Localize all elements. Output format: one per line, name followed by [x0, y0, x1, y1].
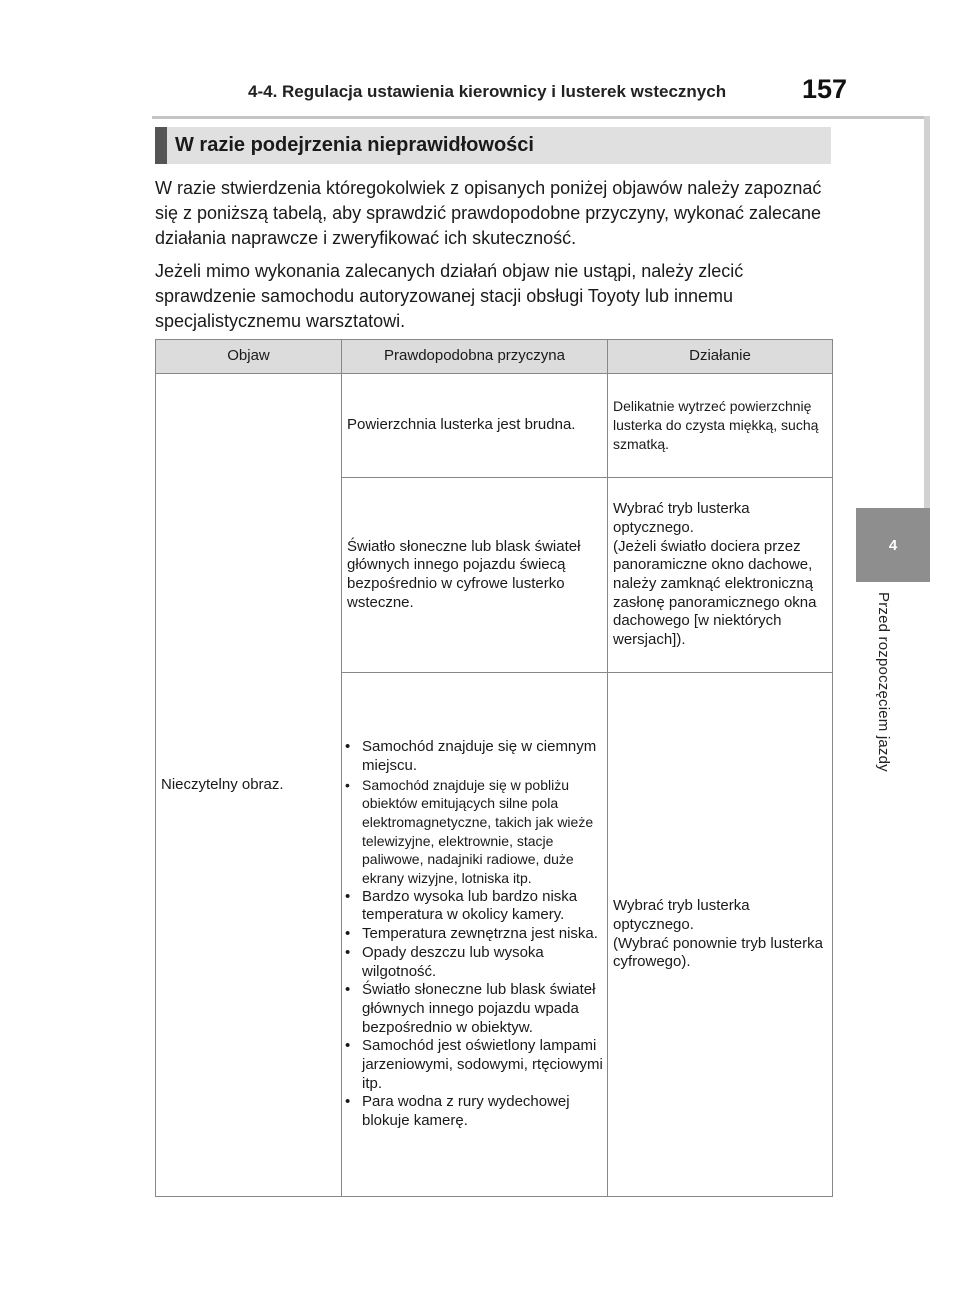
cause-cell: Powierzchnia lusterka jest brudna. — [342, 374, 608, 478]
section-heading: W razie podejrzenia nieprawidłowości — [175, 134, 534, 156]
intro-paragraph: Jeżeli mimo wykonania zalecanych działań objaw nie ustąpi, należy zlecić sprawdzenie samochodu autoryzowanej stacji obsługi Toyoty lub innemu specjalistycznemu warsztatowi. — [155, 261, 744, 331]
table-header-row — [156, 340, 833, 374]
action-cell: Delikatnie wytrzeć powierzchnię lusterka do czysta miękką, suchą szmatką. — [608, 374, 833, 478]
action-cell: Wybrać tryb lusterka optycznego. (Wybrać ponownie tryb lusterka cyfrowego). — [608, 673, 833, 1197]
cause-list-item: • Temperatura zewnętrzna jest niska. — [342, 925, 607, 944]
symptom-cell: Nieczytelny obraz. — [156, 374, 342, 1197]
cause-cell: Światło słoneczne lub blask świateł głównych innego pojazdu świecą bezpośrednio w cyfrowe lusterko wsteczne. — [342, 478, 608, 673]
cause-cell — [342, 673, 608, 1197]
section-heading-accent — [155, 127, 167, 164]
intro-paragraph: W razie stwierdzenia któregokolwiek z opisanych poniżej objawów należy zapoznać się z poniższą tabelą, aby sprawdzić prawdopodobne przyczyny, wykonać zalecane działania naprawcze i zweryfikować ich skuteczność. — [155, 178, 822, 248]
cause-list-item: • Bardzo wysoka lub bardzo niska temperatura w okolicy kamery. — [342, 888, 607, 925]
cause-list — [342, 738, 607, 1131]
column-header-cause: Prawdopodobna przyczyna — [342, 340, 608, 374]
cause-list-item: • Światło słoneczne lub blask świateł głównych innego pojazdu wpada bezpośrednio w obiektyw. — [342, 981, 607, 1037]
cause-list-item: • Samochód znajduje się w pobliżu obiektów emitujących silne pola elektromagnetyczne, takich jak wieże telewizyjne, elektrownie, stacje paliwowe, nadajniki radiowe, duże ekrany wizyjne, lotniska itp. — [342, 776, 607, 888]
header-divider — [152, 116, 930, 119]
page-number: 157 — [802, 74, 848, 104]
running-header-title: 4-4. Regulacja ustawienia kierownicy i lusterek wstecznych — [248, 82, 727, 101]
column-header-action: Działanie — [608, 340, 833, 374]
column-header-symptom: Objaw — [156, 340, 342, 374]
chapter-tab — [856, 508, 930, 582]
intro-text — [155, 176, 840, 342]
table-row — [156, 374, 833, 478]
chapter-number: 4 — [888, 536, 898, 554]
action-cell: Wybrać tryb lusterka optycznego. (Jeżeli światło dociera przez panoramiczne okno dachowe, należy zamknąć elektroniczną zasłonę panoramicznego okna dachowego [w niektórych wersjach]). — [608, 478, 833, 673]
cause-list-item: • Para wodna z rury wydechowej blokuje kamerę. — [342, 1093, 607, 1130]
chapter-label: Przed rozpoczęciem jazdy — [875, 592, 892, 772]
cause-list-item: • Opady deszczu lub wysoka wilgotność. — [342, 944, 607, 981]
section-heading-bar — [155, 127, 831, 164]
troubleshooting-table — [155, 339, 833, 1197]
cause-list-item: • Samochód jest oświetlony lampami jarzeniowymi, sodowymi, rtęciowymi itp. — [342, 1037, 607, 1093]
cause-list-item: • Samochód znajduje się w ciemnym miejscu. — [342, 738, 607, 775]
side-tab-rule — [924, 116, 930, 508]
